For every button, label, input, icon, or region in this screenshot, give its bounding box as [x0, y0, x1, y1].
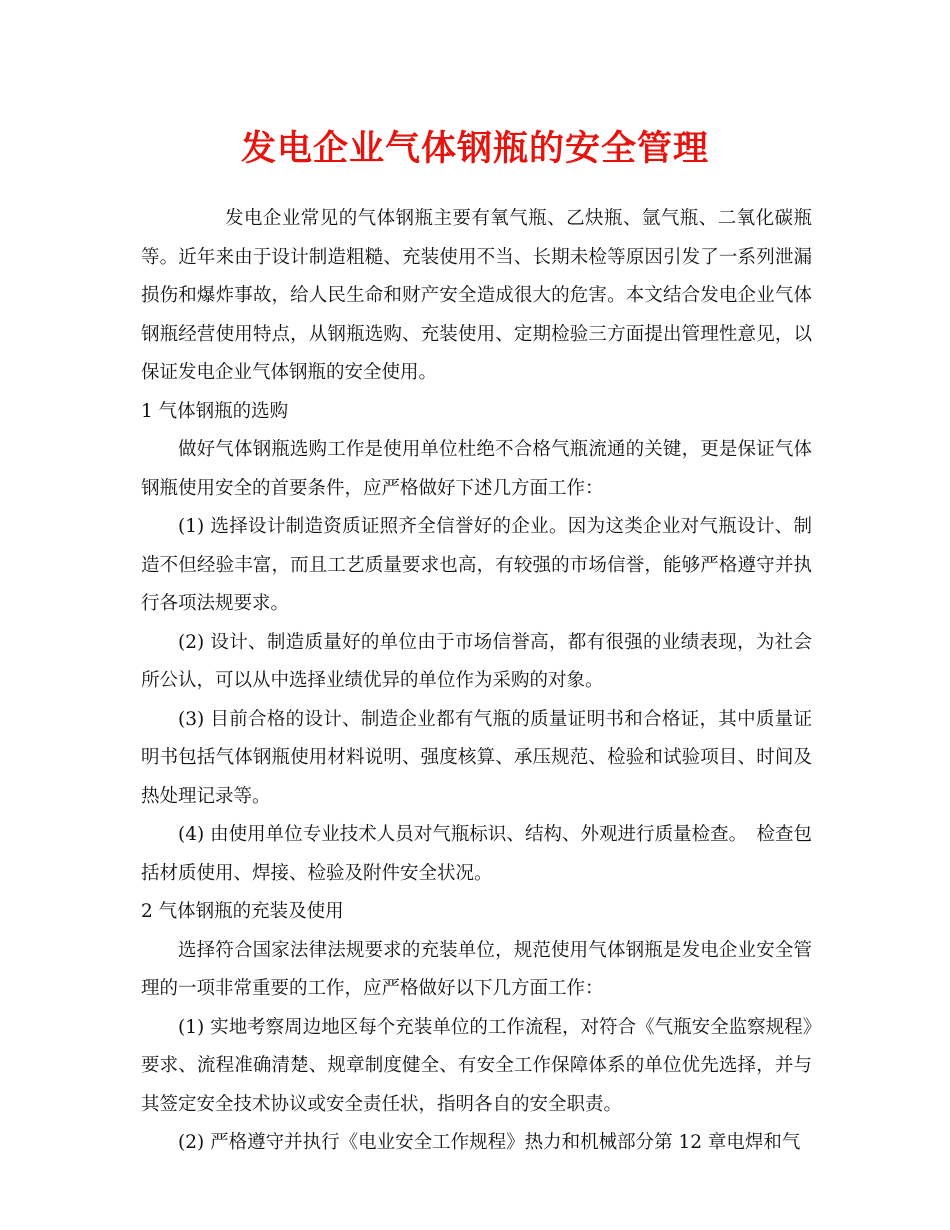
section-2-lead: 选择符合国家法律法规要求的充装单位，规范使用气体钢瓶是发电企业安全管理的一项非常重要的工作，应严格做好以下几方面工作： [141, 939, 812, 999]
intro-paragraph: 发电企业常见的气体钢瓶主要有氧气瓶、乙炔瓶、氩气瓶、二氧化碳瓶等。近年来由于设计制造粗糙、充装使用不当、长期未检等原因引发了一系列泄漏损伤和爆炸事故，给人民生命和财产安全造成很大的危害。本文结合发电企业气体钢瓶经营使用特点，从钢瓶选购、充装使用、定期检验三方面提出管理性意见，以保证发电企业气体钢瓶的安全使用。 [141, 208, 812, 383]
section-2-item-1: (1) 实地考察周边地区每个充装单位的工作流程，对符合《气瓶安全监察规程》要求、流程准确清楚、规章制度健全、有安全工作保障体系的单位优先选择，并与其签定安全技术协议或安全责任状，指明各自的安全职责。 [141, 1016, 812, 1115]
section-1-heading: 1 气体钢瓶的选购 [141, 400, 289, 422]
section-2-item-2: (2) 严格遵守并执行《电业安全工作规程》热力和机械部分第 12 章电焊和气 [178, 1132, 801, 1153]
section-2-heading: 2 气体钢瓶的充装及使用 [141, 901, 344, 922]
section-1-item-4: (4) 由使用单位专业技术人员对气瓶标识、结构、外观进行质量检查。 检查包括材质使用、焊接、检验及附件安全状况。 [141, 824, 812, 884]
document-body [141, 200, 812, 1163]
section-1-item-3: (3) 目前合格的设计、制造企业都有气瓶的质量证明书和合格证，其中质量证明书包括气体钢瓶使用材料说明、强度核算、承压规范、检验和试验项目、时间及热处理记录等。 [141, 708, 812, 807]
section-1-item-2: (2) 设计、制造质量好的单位由于市场信誉高，都有很强的业绩表现，为社会所公认，可以从中选择业绩优异的单位作为采购的对象。 [141, 631, 812, 691]
section-1-lead: 做好气体钢瓶选购工作是使用单位杜绝不合格气瓶流通的关键，更是保证气体钢瓶使用安全的首要条件，应严格做好下述几方面工作： [141, 439, 812, 499]
document-title: 发电企业气体钢瓶的安全管理 [240, 128, 709, 169]
section-1-item-1: (1) 选择设计制造资质证照齐全信誉好的企业。因为这类企业对气瓶设计、制造不但经验丰富，而且工艺质量要求也高，有较强的市场信誉，能够严格遵守并执行各项法规要求。 [141, 516, 812, 614]
